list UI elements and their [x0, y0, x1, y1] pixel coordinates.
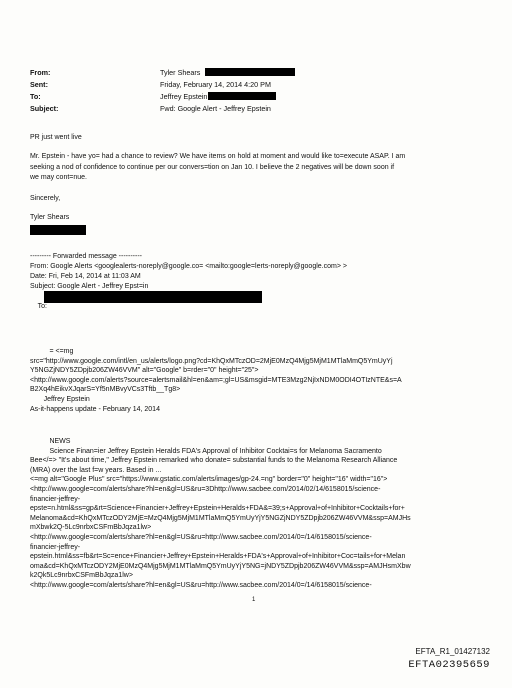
from-label: From: [30, 68, 51, 77]
redaction-bar [205, 68, 295, 76]
redaction-bar [44, 291, 262, 303]
footer-ref-small: EFTA_R1_01427132 [415, 647, 490, 656]
footer-ref-big: EFTA02395659 [408, 659, 490, 671]
redaction-bar [30, 225, 86, 235]
subject-value: Fwd: Google Alert - Jeffrey Epstein [160, 104, 271, 113]
forward-separator: --------- Forwarded message ---------- [30, 253, 142, 260]
to-name: Jeffrey Epstein [160, 92, 208, 101]
body-line-1: PR just went live [30, 134, 82, 141]
signature: Tyler Shears [30, 214, 70, 221]
to-value [160, 92, 276, 101]
redaction-bar [208, 92, 276, 100]
from-value [160, 68, 295, 77]
news-block: NEWS Science Finan=ier Jeffrey Epstein Heralds FDA's Approval of Inhibitor Cocktai=s for Melanoma Sacramento Bee</=> "It's about time," Jeffrey Epstein remarked who donate= substantial funds to the Melanoma Research Alliance (MRA) over the last f=w years. Based in ... <=mg alt="Google Plus" src="https://www.gstatic.com/alerts/images/gp-24.=ng" border="0" height="16" width="16"> <http://www.google=com/alerts/share?hl=en&gl=US&ru=3Dhttp://www.sacbee.com/2014/02/14/6158015/science- financier-jeffrey- epste=n.html&ss=gp&rt=Science+Financier+Jeffrey+Epstein+Heralds+FDA&=39;s+Approval+of+Inhibitor+Cocktails+for+ Melanoma&cd=KhQxMTczODY2MjE=MzQ4Mjg5MjM1MTlaMmQ5YmUyYjY5NGZjNDY5ZDpjb206ZW46VVM&ssp=AMJHs mXbwk2Q-5Lc9nrbxCSFmBbJqza1lw> <http://www.google=com/alerts/share?hl=en&gl=US&ru=http://www.sacbee.com/2014/0=/14/6158015/science- financier-jeffrey- epstein.html&ss=fb&rt=Sc=ence+Financier+Jeffrey+Epstein+Heralds+FDA's+Approval+of+Inhibitor+Coc=tails+for+Melan oma&cd=KhQxMTczODY2MjE0MzQ4Mjg5MjM1MTlaMmQ5YmUyYjY5NG=jNDY5ZDpjb206ZW46VVM&ssp=AMJHsmXbw k2Qk5Lc9nrbxCSFmBbJqza1lw> <http://www.google=com/alerts/share?hl=en&gl=US&ru=http://www.sacbee.com/2014/0=/14/6158015/science- [30, 438, 411, 589]
forward-from: From: Google Alerts <googlealerts-noreply@google.co= <mailto:google=lerts-noreply@google.com> > [30, 263, 347, 270]
to-label: To: [30, 92, 41, 101]
sent-value: Friday, February 14, 2014 4:20 PM [160, 80, 271, 89]
body-paragraph: Mr. Epstein - have yo= had a chance to review? We have items on hold at moment and would like to=execute ASAP. I am seeking a nod of confidence to continue per our convers=tion on Jan 10. I believe the 2 negatives will be down soon if we may cont=nue. [30, 153, 406, 181]
forward-to-label: To: [37, 302, 47, 310]
signoff: Sincerely, [30, 195, 61, 202]
subject-label: Subject: [30, 104, 59, 113]
from-name: Tyler Shears [160, 68, 201, 77]
forward-subject: Subject: Google Alert - Jeffrey Epst=in [30, 283, 149, 290]
alert-block: = <=mg src="http://www.google.com/intl/en_us/alerts/logo.png?cd=KhQxMTczOD=2MjE0MzQ4Mjg5MjM1MTlaMmQ5YmUyYj Y5NGZjNDY5ZDpjb206ZW46VVM" alt="Google" b=rder="0" height="25"> <http://www.google.com/alerts?source=alertsmail&hl=en&am=;gl=US&msgid=MTE3Mzg2NjIxNDM0ODI4OTIzNTE&s=A B2Xq4hEikvXJqarS=Yf5nMBvyVCs3Tftb__Tg8> Jeffrey Epstein As-it-happens update - February 14, 2014 [30, 348, 402, 413]
sent-label: Sent: [30, 80, 48, 89]
forward-date: Date: Fri, Feb 14, 2014 at 11:03 AM [30, 273, 141, 280]
page-number: 1 [252, 597, 256, 603]
